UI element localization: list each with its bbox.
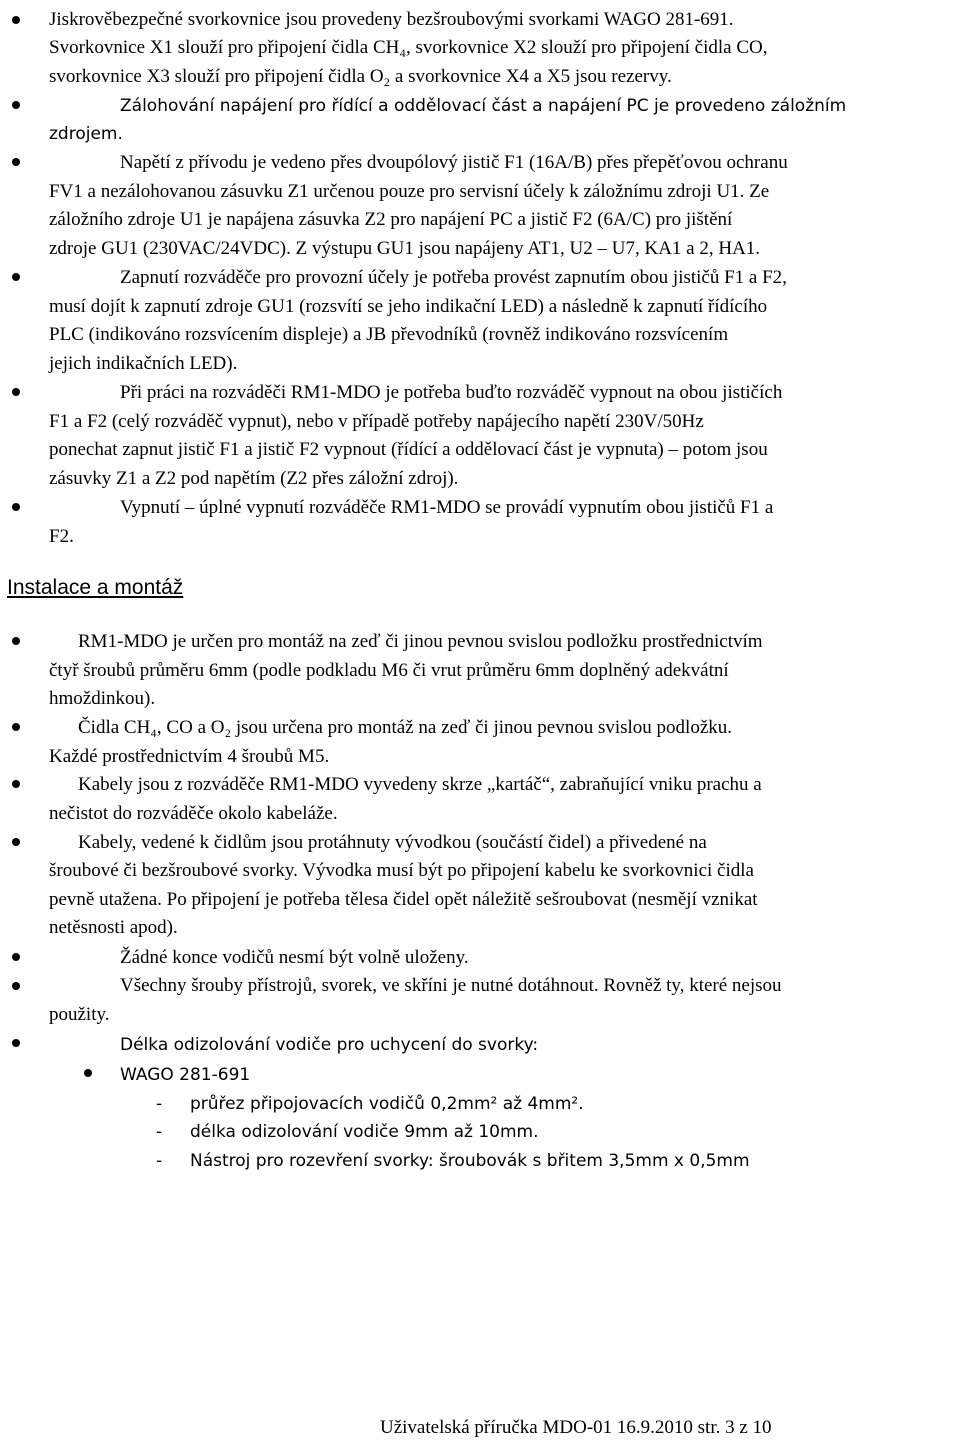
text-line: ponechat zapnut jistič F1 a jistič F2 vypnout (řídící a oddělovací část je vypnuta) – potom jsou: [49, 439, 768, 460]
text-line: Každé prostřednictvím 4 šroubů M5.: [49, 746, 330, 767]
dash-item: délka odizolování vodiče 9mm až 10mm.: [190, 1122, 539, 1142]
bullet-icon: [12, 982, 20, 990]
text-line: záložního zdroje U1 je napájena zásuvka Z2 pro napájení PC a jistič F2 (6A/C) pro jištění: [49, 209, 733, 230]
text-line: musí dojít k zapnutí zdroje GU1 (rozsvítí se jeho indikační LED) a následně k zapnutí řídícího: [49, 296, 768, 317]
text-line: Vypnutí – úplné vypnutí rozváděče RM1-MDO se provádí vypnutím obou jističů F1 a: [120, 497, 774, 518]
text-line: jejich indikačních LED).: [49, 353, 238, 374]
text-line: PLC (indikováno rozsvícením displeje) a JB převodníků (rovněž indikováno rozsvícením: [49, 324, 729, 345]
bullet-icon: [12, 16, 20, 24]
text-line: hmoždinkou).: [49, 688, 156, 709]
text-line: pevně utažena. Po připojení je potřeba tělesa čidel opět náležitě sešroubovat (nesmějí vznikat: [49, 889, 758, 910]
text-line: WAGO 281-691: [120, 1065, 251, 1085]
bullet-icon: [12, 101, 20, 109]
text-line: netěsnosti apod).: [49, 917, 178, 938]
bullet-icon: [12, 953, 20, 961]
text-line: Zapnutí rozváděče pro provozní účely je potřeba provést zapnutím obou jističů F1 a F2,: [120, 267, 787, 288]
text-line: svorkovnice X3 slouží pro připojení čidla O₂ a svorkovnice X4 a X5 jsou rezervy.: [49, 66, 672, 87]
dash-marker: -: [156, 1122, 163, 1142]
text-line: použity.: [49, 1004, 110, 1025]
text-line: zdroje GU1 (230VAC/24VDC). Z výstupu GU1 jsou napájeny AT1, U2 – U7, KA1 a 2, HA1.: [49, 238, 761, 259]
bullet-icon: [12, 158, 20, 166]
text-line: Jiskrověbezpečné svorkovnice jsou provedeny bezšroubovými svorkami WAGO 281-691.: [49, 9, 734, 30]
text-line: zásuvky Z1 a Z2 pod napětím (Z2 přes záložní zdroj).: [49, 468, 459, 489]
text-line: Kabely jsou z rozváděče RM1-MDO vyvedeny skrze „kartáč“, zabraňující vniku prachu a: [78, 774, 762, 795]
bullet-icon: [12, 838, 20, 846]
dash-item: Nástroj pro rozevření svorky: šroubovák s břitem 3,5mm x 0,5mm: [190, 1151, 750, 1171]
text-line: Žádné konce vodičů nesmí být volně uloženy.: [120, 947, 469, 968]
bullet-icon: [12, 1039, 20, 1047]
text-line: Zálohování napájení pro řídící a oddělovací část a napájení PC je provedeno záložním: [120, 96, 847, 116]
text-line: Čidla CH₄, CO a O₂ jsou určena pro montáž na zeď či jinou pevnou svislou podložku.: [78, 717, 732, 738]
section-heading: Instalace a montáž: [7, 576, 184, 599]
text-line: Délka odizolování vodiče pro uchycení do svorky:: [120, 1035, 539, 1055]
text-line: Při práci na rozváděči RM1-MDO je potřeba buďto rozváděč vypnout na obou jističích: [120, 382, 783, 403]
text-line: FV1 a nezálohovanou zásuvku Z1 určenou pouze pro servisní účely k záložnímu zdroji U1. Ze: [49, 181, 770, 202]
bullet-icon: [12, 780, 20, 788]
bullet-icon: [12, 388, 20, 396]
bullet-icon: [12, 273, 20, 281]
text-line: Napětí z přívodu je vedeno přes dvoupólový jistič F1 (16A/B) přes přepěťovou ochranu: [120, 152, 788, 173]
dash-item: průřez připojovacích vodičů 0,2mm² až 4mm².: [190, 1094, 584, 1114]
bullet-icon: [84, 1069, 92, 1077]
bullet-icon: [12, 637, 20, 645]
dash-marker: -: [156, 1151, 163, 1171]
text-line: zdrojem.: [49, 124, 123, 144]
text-line: Kabely, vedené k čidlům jsou protáhnuty vývodkou (součástí čidel) a přivedené na: [78, 832, 707, 853]
text-line: čtyř šroubů průměru 6mm (podle podkladu M6 či vrut průměru 6mm doplněný adekvátní: [49, 660, 729, 681]
dash-marker: -: [156, 1094, 163, 1114]
page-footer: Uživatelská příručka MDO-01 16.9.2010 str. 3 z 10: [380, 1417, 772, 1438]
bullet-icon: [12, 503, 20, 511]
text-line: šroubové či bezšroubové svorky. Vývodka musí být po připojení kabelu ke svorkovnici čidla: [49, 860, 754, 881]
text-line: F2.: [49, 526, 74, 547]
text-line: nečistot do rozváděče okolo kabeláže.: [49, 803, 338, 824]
text-line: F1 a F2 (celý rozváděč vypnut), nebo v případě potřeby napájecího napětí 230V/50Hz: [49, 411, 704, 432]
text-line: Svorkovnice X1 slouží pro připojení čidla CH₄, svorkovnice X2 slouží pro připojení čidla CO,: [49, 37, 768, 58]
text-line: Všechny šrouby přístrojů, svorek, ve skříni je nutné dotáhnout. Rovněž ty, které nejsou: [120, 975, 782, 996]
text-line: RM1-MDO je určen pro montáž na zeď či jinou pevnou svislou podložku prostřednictvím: [78, 631, 763, 652]
bullet-icon: [12, 723, 20, 731]
